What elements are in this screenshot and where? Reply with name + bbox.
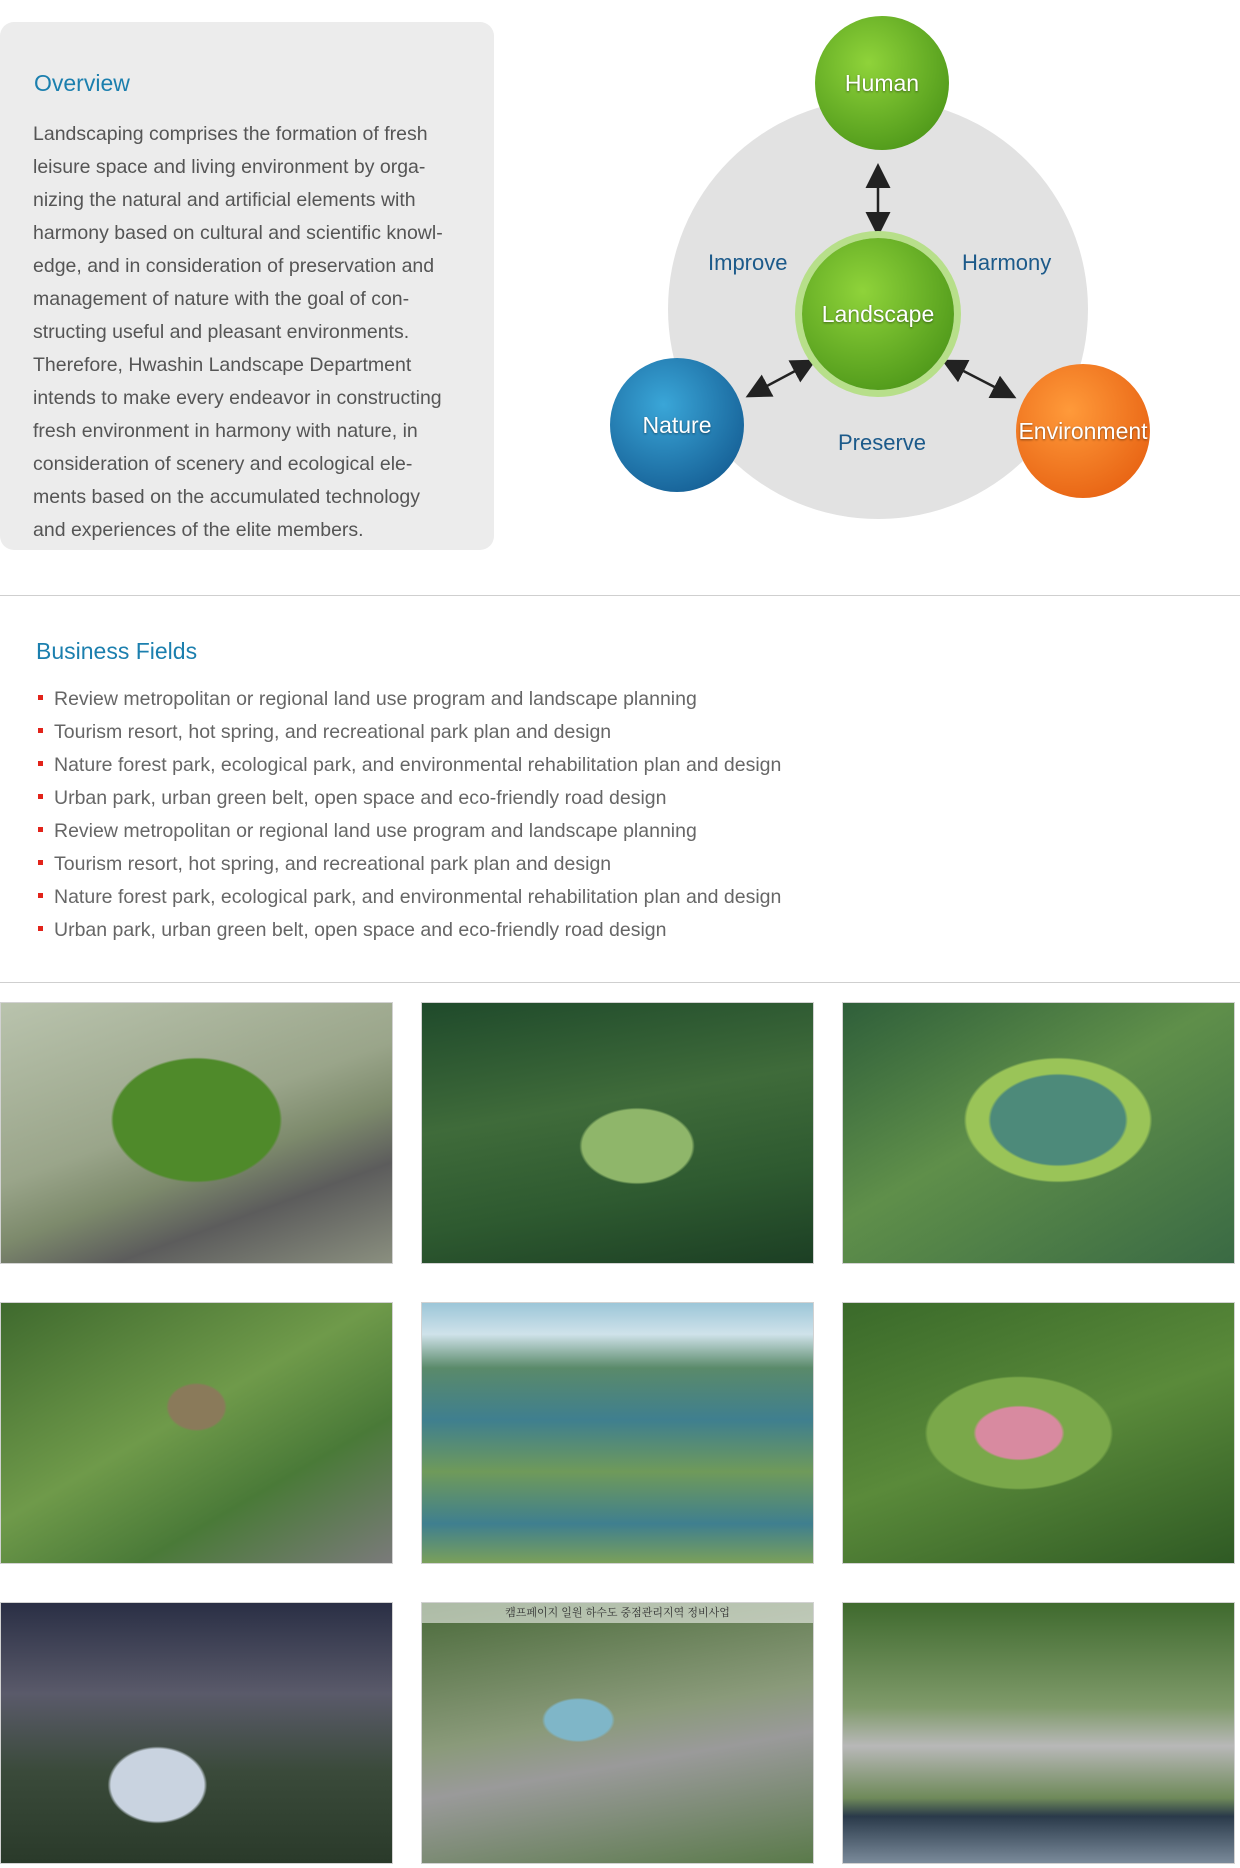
bullet-icon	[38, 761, 43, 766]
overview-line: Therefore, Hwashin Landscape Department	[33, 354, 412, 376]
overview-line: intends to make every endeavor in constructing	[33, 387, 442, 409]
list-item	[36, 881, 781, 914]
project-image-stadium-night[interactable]	[0, 1602, 393, 1864]
overview-line: nizing the natural and artificial elements with	[33, 189, 416, 211]
list-item-text: Review metropolitan or regional land use program and landscape planning	[54, 688, 697, 710]
landscape-diagram	[600, 10, 1160, 520]
list-item	[36, 848, 781, 881]
project-image-modern-center[interactable]	[842, 1602, 1235, 1864]
list-item-text: Review metropolitan or regional land use program and landscape planning	[54, 820, 697, 842]
image-caption: 캠프페이지 일원 하수도 중점관리지역 정비사업	[422, 1603, 813, 1623]
business-fields-title: Business Fields	[36, 638, 198, 664]
project-image-flower-park[interactable]	[842, 1302, 1235, 1564]
business-fields-list	[36, 683, 781, 947]
list-item-text: Urban park, urban green belt, open space and eco-friendly road design	[54, 919, 667, 941]
overview-panel	[0, 22, 494, 550]
list-item	[36, 683, 781, 716]
label-preserve: Preserve	[838, 430, 927, 455]
bullet-icon	[38, 794, 43, 799]
overview-line: and experiences of the elite members.	[33, 519, 364, 541]
node-nature-label: Nature	[642, 411, 712, 438]
list-item	[36, 716, 781, 749]
overview-line: ments based on the accumulated technology	[33, 486, 421, 508]
node-landscape-label: Landscape	[821, 300, 935, 327]
divider	[0, 595, 1240, 596]
project-image-sewage-facility[interactable]	[421, 1602, 814, 1864]
project-image-river-wetland[interactable]	[421, 1302, 814, 1564]
overview-line: management of nature with the goal of con-	[33, 288, 410, 310]
node-environment	[1016, 364, 1150, 498]
list-item-text: Tourism resort, hot spring, and recreational park plan and design	[54, 721, 612, 743]
overview-line: fresh environment in harmony with nature, in	[33, 420, 418, 442]
label-harmony: Harmony	[962, 250, 1052, 275]
project-image-park-aerial[interactable]	[0, 1002, 393, 1264]
overview-line: harmony based on cultural and scientific knowl-	[33, 222, 443, 244]
list-item	[36, 782, 781, 815]
list-item	[36, 815, 781, 848]
bullet-icon	[38, 926, 43, 931]
list-item-text: Urban park, urban green belt, open space and eco-friendly road design	[54, 787, 667, 809]
list-item	[36, 749, 781, 782]
list-item-text: Nature forest park, ecological park, and environmental rehabilitation plan and design	[54, 886, 782, 908]
bullet-icon	[38, 827, 43, 832]
bullet-icon	[38, 695, 43, 700]
list-item-text: Nature forest park, ecological park, and environmental rehabilitation plan and design	[54, 754, 782, 776]
label-improve: Improve	[708, 250, 788, 275]
node-nature	[610, 358, 744, 492]
overview-text	[33, 118, 463, 547]
node-environment-label: Environment	[1018, 417, 1148, 444]
list-item	[36, 914, 781, 947]
node-landscape	[802, 238, 954, 390]
overview-line: consideration of scenery and ecological ele-	[33, 453, 413, 475]
node-human-label: Human	[844, 69, 920, 96]
list-item-text: Tourism resort, hot spring, and recreational park plan and design	[54, 853, 612, 875]
overview-line: Landscaping comprises the formation of fresh	[33, 123, 428, 145]
project-image-reservoir[interactable]	[842, 1002, 1235, 1264]
overview-title: Overview	[34, 70, 130, 96]
bullet-icon	[38, 860, 43, 865]
node-human	[815, 16, 949, 150]
project-image-building-plaza[interactable]	[0, 1302, 393, 1564]
overview-line: structing useful and pleasant environments.	[33, 321, 410, 343]
project-image-valley-resort[interactable]	[421, 1002, 814, 1264]
bullet-icon	[38, 728, 43, 733]
divider	[0, 982, 1240, 983]
bullet-icon	[38, 893, 43, 898]
overview-line: leisure space and living environment by orga-	[33, 156, 426, 178]
overview-line: edge, and in consideration of preservation and	[33, 255, 435, 277]
